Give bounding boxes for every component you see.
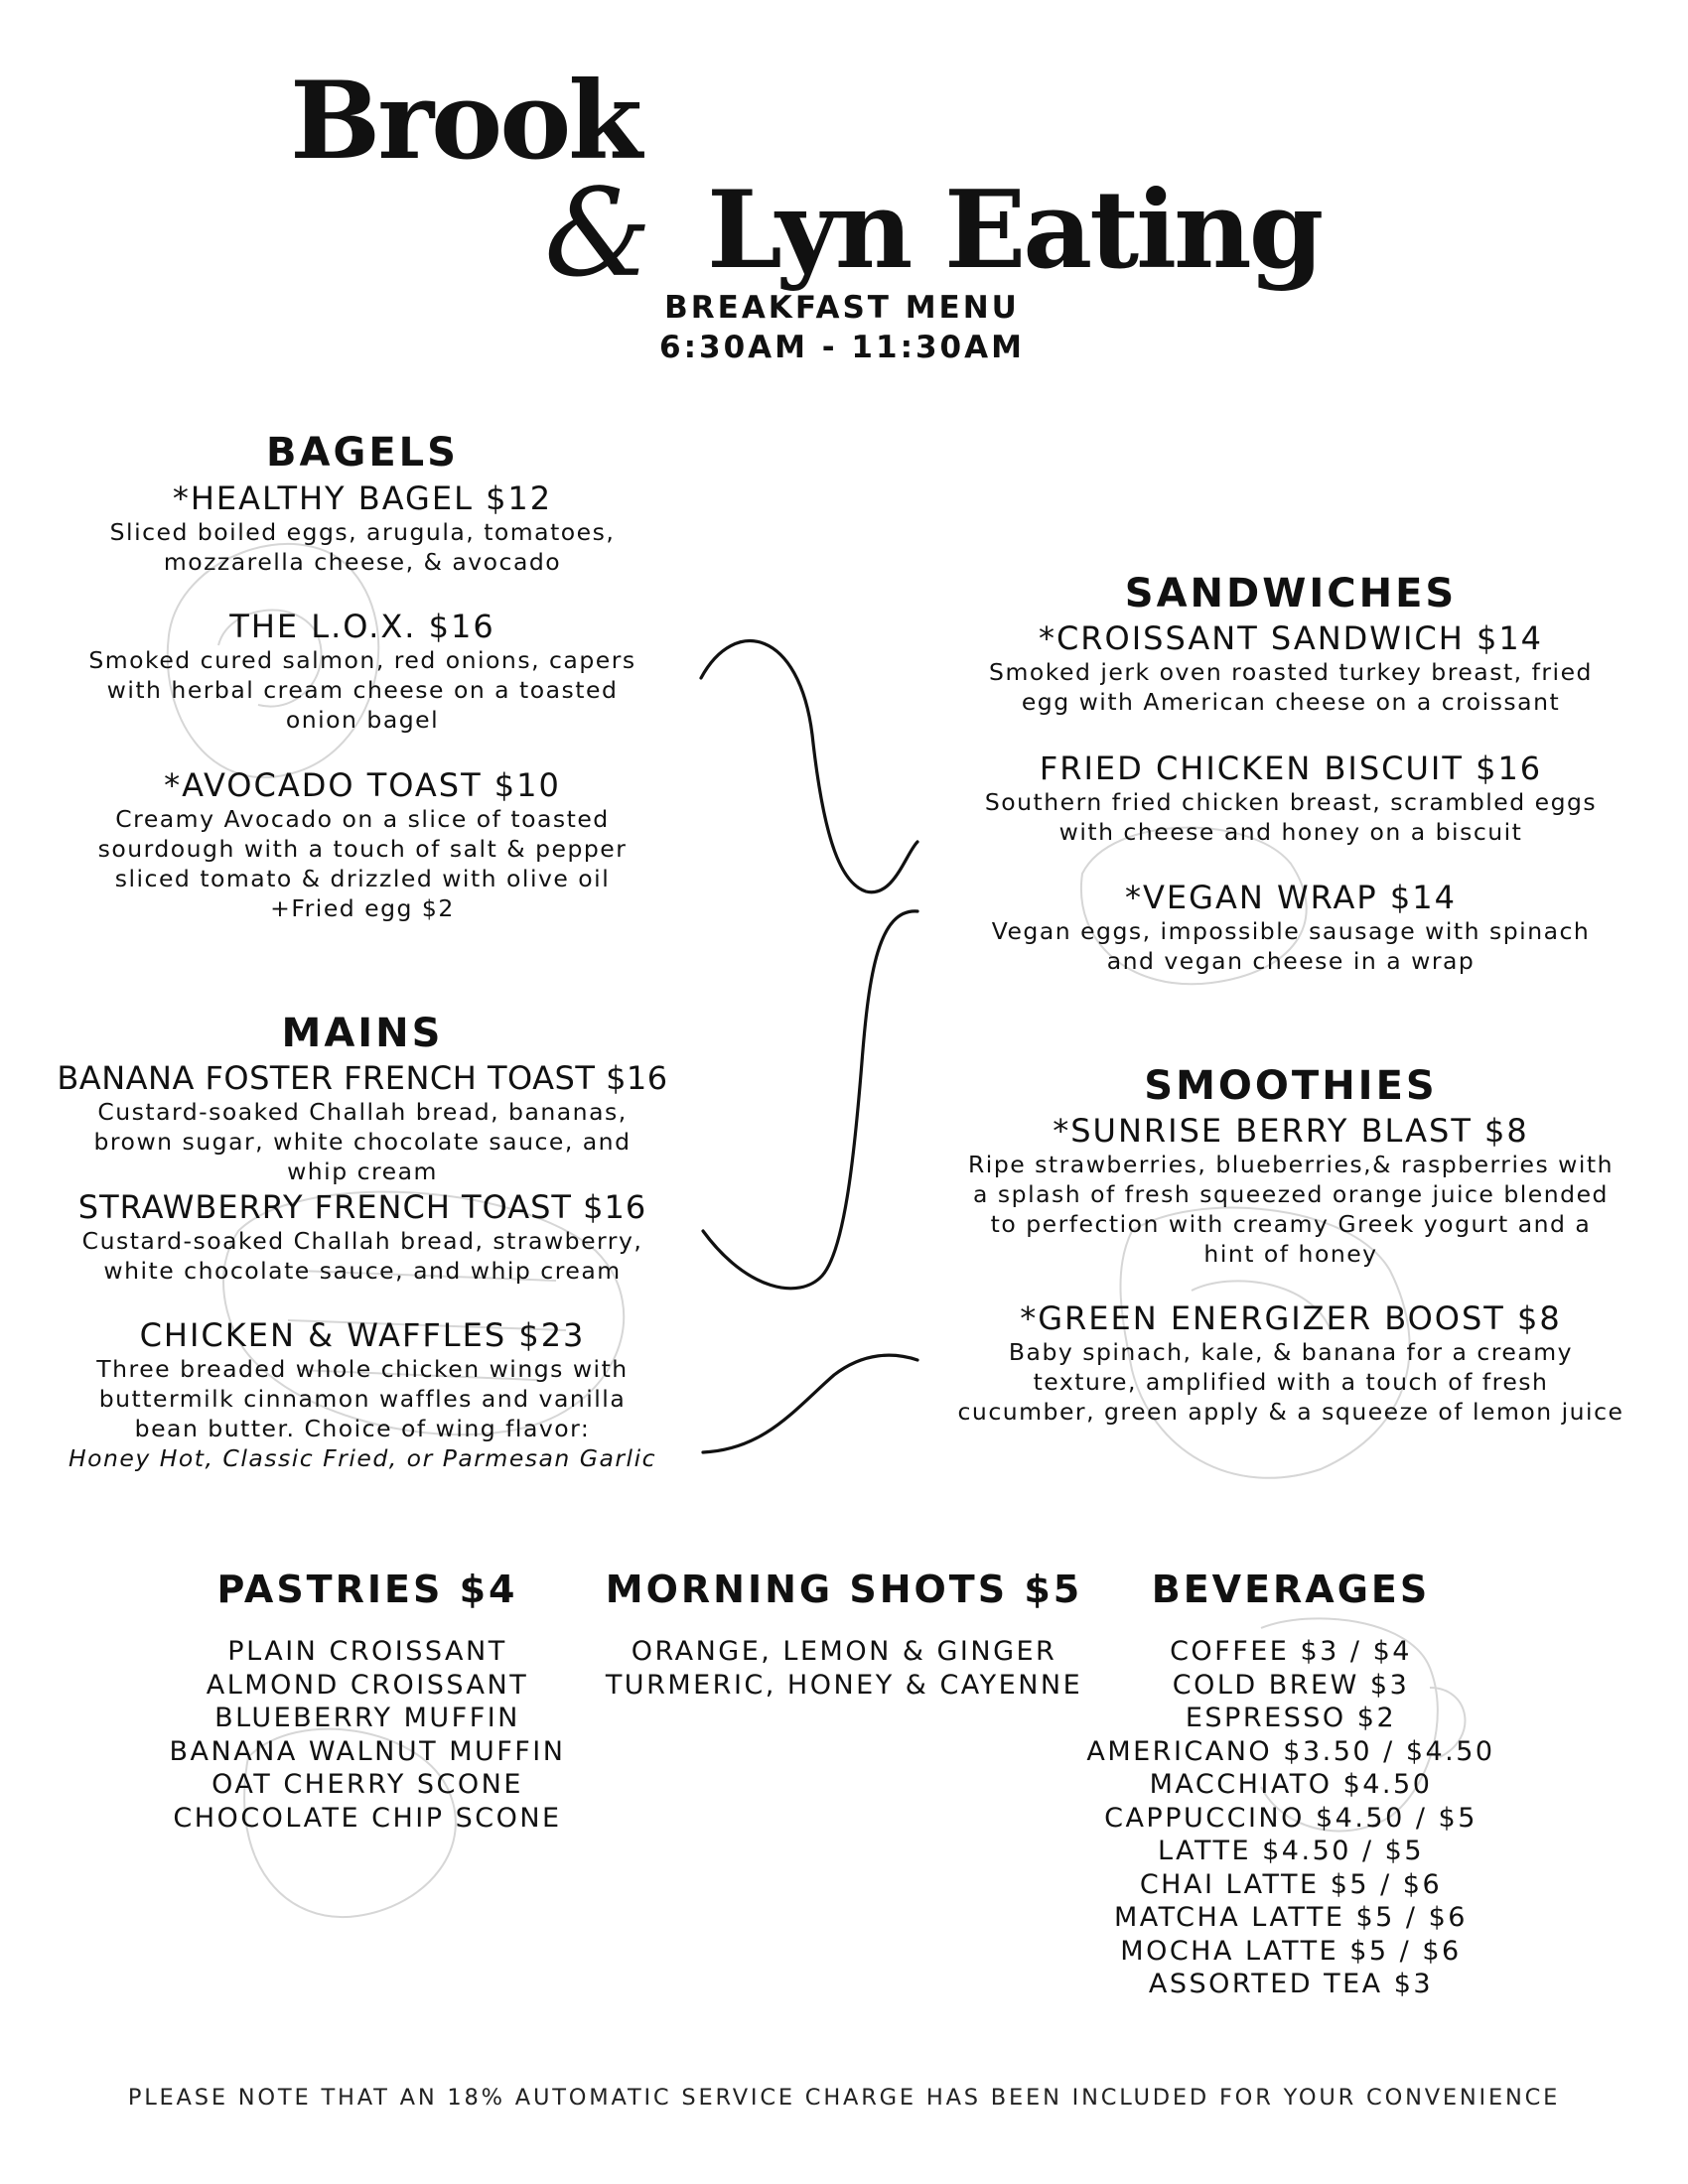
item-name: THE L.O.X. $16 — [229, 608, 495, 645]
item-description: Vegan eggs, impossible sausage with spinach and vegan cheese in a wrap — [991, 916, 1591, 975]
menu-item — [55, 1060, 670, 1186]
menu-hours: 6:30AM - 11:30AM — [659, 330, 1025, 365]
service-charge-note: PLEASE NOTE THAT AN 18% AUTOMATIC SERVICE CHARGE HAS BEEN INCLUDED FOR YOUR CONVENIENCE — [127, 2085, 1561, 2111]
pastries-list — [119, 1635, 616, 1835]
brand-logo-ampersand: & — [544, 163, 652, 304]
item-name: *SUNRISE BERRY BLAST $8 — [1053, 1112, 1529, 1150]
morning-shots-heading: MORNING SHOTS $5 — [605, 1568, 1083, 1611]
item-description: Sliced boiled eggs, arugula, tomatoes, mozzarella cheese, & avocado — [109, 517, 616, 576]
list-item: BLUEBERRY MUFFIN — [214, 1703, 520, 1733]
list-item: COFFEE $3 / $4 — [1170, 1636, 1412, 1667]
item-name: STRAWBERRY FRENCH TOAST $16 — [77, 1188, 647, 1226]
sandwiches-heading: SANDWICHES — [1124, 571, 1458, 616]
list-item: CHOCOLATE CHIP SCONE — [173, 1802, 562, 1834]
item-description: Smoked jerk oven roasted turkey breast, fried egg with American cheese on a croissant — [989, 657, 1593, 716]
list-item: OAT CHERRY SCONE — [211, 1769, 523, 1800]
list-item: LATTE $4.50 / $5 — [1157, 1836, 1425, 1866]
item-name: *HEALTHY BAGEL $12 — [172, 479, 553, 517]
list-item: MOCHA LATTE $5 / $6 — [1120, 1935, 1462, 1967]
item-flavor-options: Honey Hot, Classic Fried, or Parmesan Garlic — [68, 1444, 657, 1473]
menu-item — [943, 1300, 1638, 1427]
menu-item — [953, 751, 1628, 847]
smoothies-heading: SMOOTHIES — [1144, 1063, 1438, 1109]
item-name: *CROISSANT SANDWICH $14 — [1038, 619, 1544, 657]
item-description: Creamy Avocado on a slice of toasted sourdough with a touch of salt & pepper sliced tomato & drizzled with olive oil +Fried egg $2 — [97, 804, 628, 923]
menu-item — [953, 880, 1628, 976]
item-name: *VEGAN WRAP $14 — [1125, 879, 1457, 916]
brand-logo-line1: Brook — [290, 59, 640, 184]
list-item: ORANGE, LEMON & GINGER — [631, 1636, 1057, 1667]
item-description: Smoked cured salmon, red onions, capers with herbal cream cheese on a toasted onion bagel — [88, 645, 636, 734]
menu-item — [55, 1189, 670, 1286]
item-name: BANANA FOSTER FRENCH TOAST $16 — [57, 1059, 668, 1097]
item-name: CHICKEN & WAFFLES $23 — [139, 1316, 586, 1354]
item-description: Southern fried chicken breast, scrambled eggs with cheese and honey on a biscuit — [984, 787, 1598, 846]
item-description: Custard-soaked Challah bread, bananas, brown sugar, white chocolate sauce, and whip cream — [93, 1097, 632, 1185]
item-description: Custard-soaked Challah bread, strawberry, white chocolate sauce, and whip cream — [81, 1226, 643, 1285]
menu-item — [65, 480, 660, 577]
list-item: ESPRESSO $2 — [1185, 1703, 1397, 1733]
menu-item — [943, 1113, 1638, 1269]
menu-title: BREAKFAST MENU — [664, 290, 1020, 326]
morning-shots-list — [576, 1635, 1112, 1702]
item-name: *AVOCADO TOAST $10 — [164, 766, 561, 804]
bagels-heading: BAGELS — [266, 430, 459, 476]
list-item: ASSORTED TEA $3 — [1148, 1969, 1434, 1999]
menu-item — [65, 609, 660, 735]
list-item: CAPPUCCINO $4.50 / $5 — [1104, 1802, 1477, 1834]
menu-item — [953, 620, 1628, 717]
pastries-heading: PASTRIES $4 — [216, 1568, 518, 1611]
menu-item — [55, 1317, 670, 1473]
list-item: BANANA WALNUT MUFFIN — [169, 1735, 566, 1767]
item-description: Ripe strawberries, blueberries,& raspberries with a splash of fresh squeezed orange juice blended to perfection with creamy Greek yogurt and a hint of honey — [967, 1150, 1615, 1269]
item-description: Three breaded whole chicken wings with buttermilk cinnamon waffles and vanilla bean butter. Choice of wing flavor: — [96, 1354, 629, 1442]
list-item: MACCHIATO $4.50 — [1149, 1769, 1433, 1800]
wave-divider-1 — [701, 641, 917, 892]
item-description: Baby spinach, kale, & banana for a creamy texture, amplified with a touch of fresh cucumber, green apply & a squeeze of lemon juice — [957, 1337, 1624, 1426]
menu-item — [65, 767, 660, 923]
item-name: FRIED CHICKEN BISCUIT $16 — [1039, 750, 1543, 787]
list-item: CHAI LATTE $5 / $6 — [1139, 1868, 1443, 1900]
beverages-heading: BEVERAGES — [1151, 1568, 1431, 1611]
mains-heading: MAINS — [281, 1011, 444, 1056]
item-name: *GREEN ENERGIZER BOOST $8 — [1020, 1299, 1562, 1337]
wave-divider-3 — [703, 1355, 917, 1452]
list-item: MATCHA LATTE $5 / $6 — [1114, 1902, 1468, 1933]
list-item: ALMOND CROISSANT — [206, 1669, 529, 1701]
wave-divider-2 — [703, 911, 917, 1289]
brand-logo-line2: Lyn Eating — [707, 168, 1322, 293]
list-item: AMERICANO $3.50 / $4.50 — [1086, 1735, 1495, 1767]
beverages-list — [1053, 1635, 1529, 2001]
list-item: PLAIN CROISSANT — [227, 1636, 507, 1667]
list-item: COLD BREW $3 — [1172, 1669, 1410, 1701]
list-item: TURMERIC, HONEY & CAYENNE — [605, 1669, 1083, 1701]
